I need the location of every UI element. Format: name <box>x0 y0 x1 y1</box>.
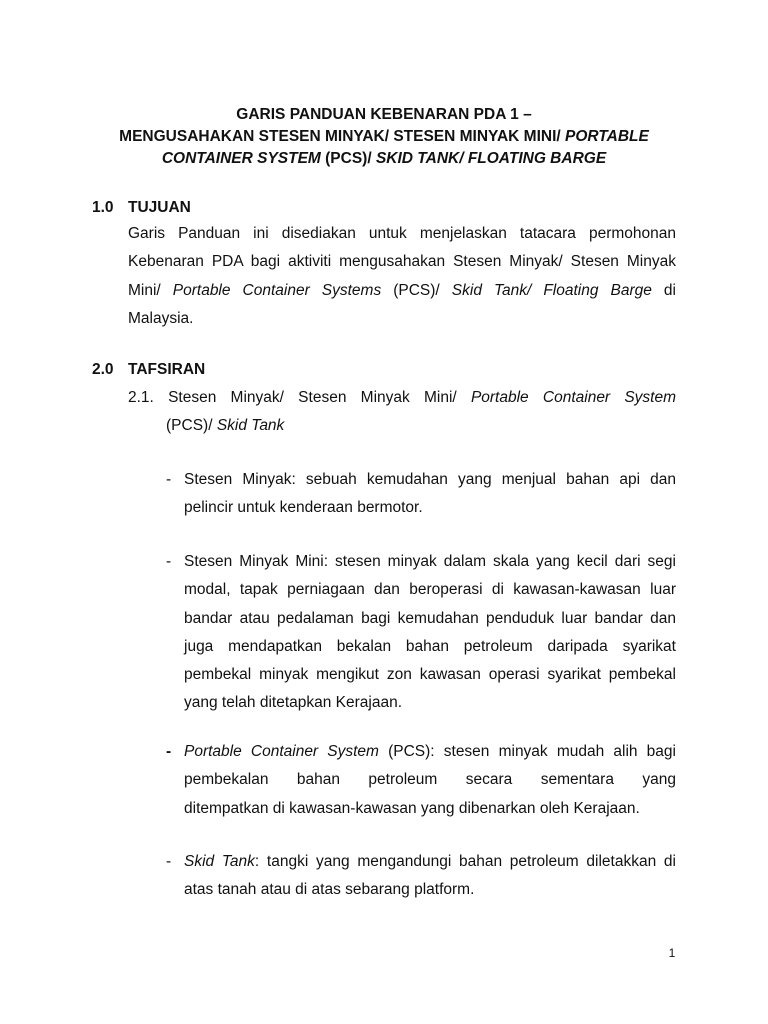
title-line-1: GARIS PANDUAN KEBENARAN PDA 1 – <box>236 106 532 123</box>
bullet-dash: - <box>166 853 172 870</box>
section-1-title: TUJUAN <box>128 199 191 216</box>
page-number: 1 <box>668 946 676 960</box>
bullet-text: Skid Tank: tangki yang mengandungi bahan petroleum diletakkan di atas tanah atau di atas sebarang platform. <box>184 853 676 899</box>
bullet-stesen-minyak-mini <box>166 548 676 718</box>
bullet-text: Stesen Minyak: sebuah kemudahan yang menjual bahan api dan pelincir untuk kenderaan bermotor. <box>184 471 676 517</box>
bullet-pcs <box>166 738 676 823</box>
bullet-dash: - <box>166 471 172 488</box>
section-2-heading <box>92 360 205 380</box>
bullet-stesen-minyak <box>166 466 676 523</box>
item-2-1: 2.1. Stesen Minyak/ Stesen Minyak Mini/ Portable Container System (PCS)/ Skid Tank <box>128 389 676 435</box>
bullet-dash: - <box>166 743 172 760</box>
section-2-title: TAFSIRAN <box>128 361 206 378</box>
section-2-number: 2.0 <box>92 361 114 378</box>
bullet-text: Portable Container System (PCS): stesen minyak mudah alih bagi pembekalan bahan petroleum secara sementara yang ditempatkan di kawasan-kawasan yang dibenarkan oleh Kerajaan. <box>184 743 676 817</box>
bullet-text: Stesen Minyak Mini: stesen minyak dalam skala yang kecil dari segi modal, tapak perniagaan dan beroperasi di kawasan-kawasan luar bandar atau pedalaman bagi kemudahan penduduk luar bandar dan juga mendapatkan bekalan bahan petroleum daripada syarikat pembekal minyak mengikut zon kawasan operasi syarikat pembekal yang telah ditetapkan Kerajaan. <box>184 553 676 712</box>
bullet-skid-tank <box>166 848 676 905</box>
title-line-2: MENGUSAHAKAN STESEN MINYAK/ STESEN MINYAK MINI/ PORTABLE <box>119 128 649 145</box>
document-title <box>80 104 688 170</box>
title-line-3: CONTAINER SYSTEM (PCS)/ SKID TANK/ FLOATING BARGE <box>161 150 607 167</box>
section-1-number: 1.0 <box>92 199 114 216</box>
section-1-paragraph: Garis Panduan ini disediakan untuk menjelaskan tatacara permohonan Kebenaran PDA bagi aktiviti mengusahakan Stesen Minyak/ Stesen Minyak Mini/ Portable Container Systems (PCS)/ Skid Tank/ Floating Barge di Malaysia. <box>128 225 676 327</box>
section-1-heading <box>92 198 191 218</box>
bullet-dash: - <box>166 553 172 570</box>
